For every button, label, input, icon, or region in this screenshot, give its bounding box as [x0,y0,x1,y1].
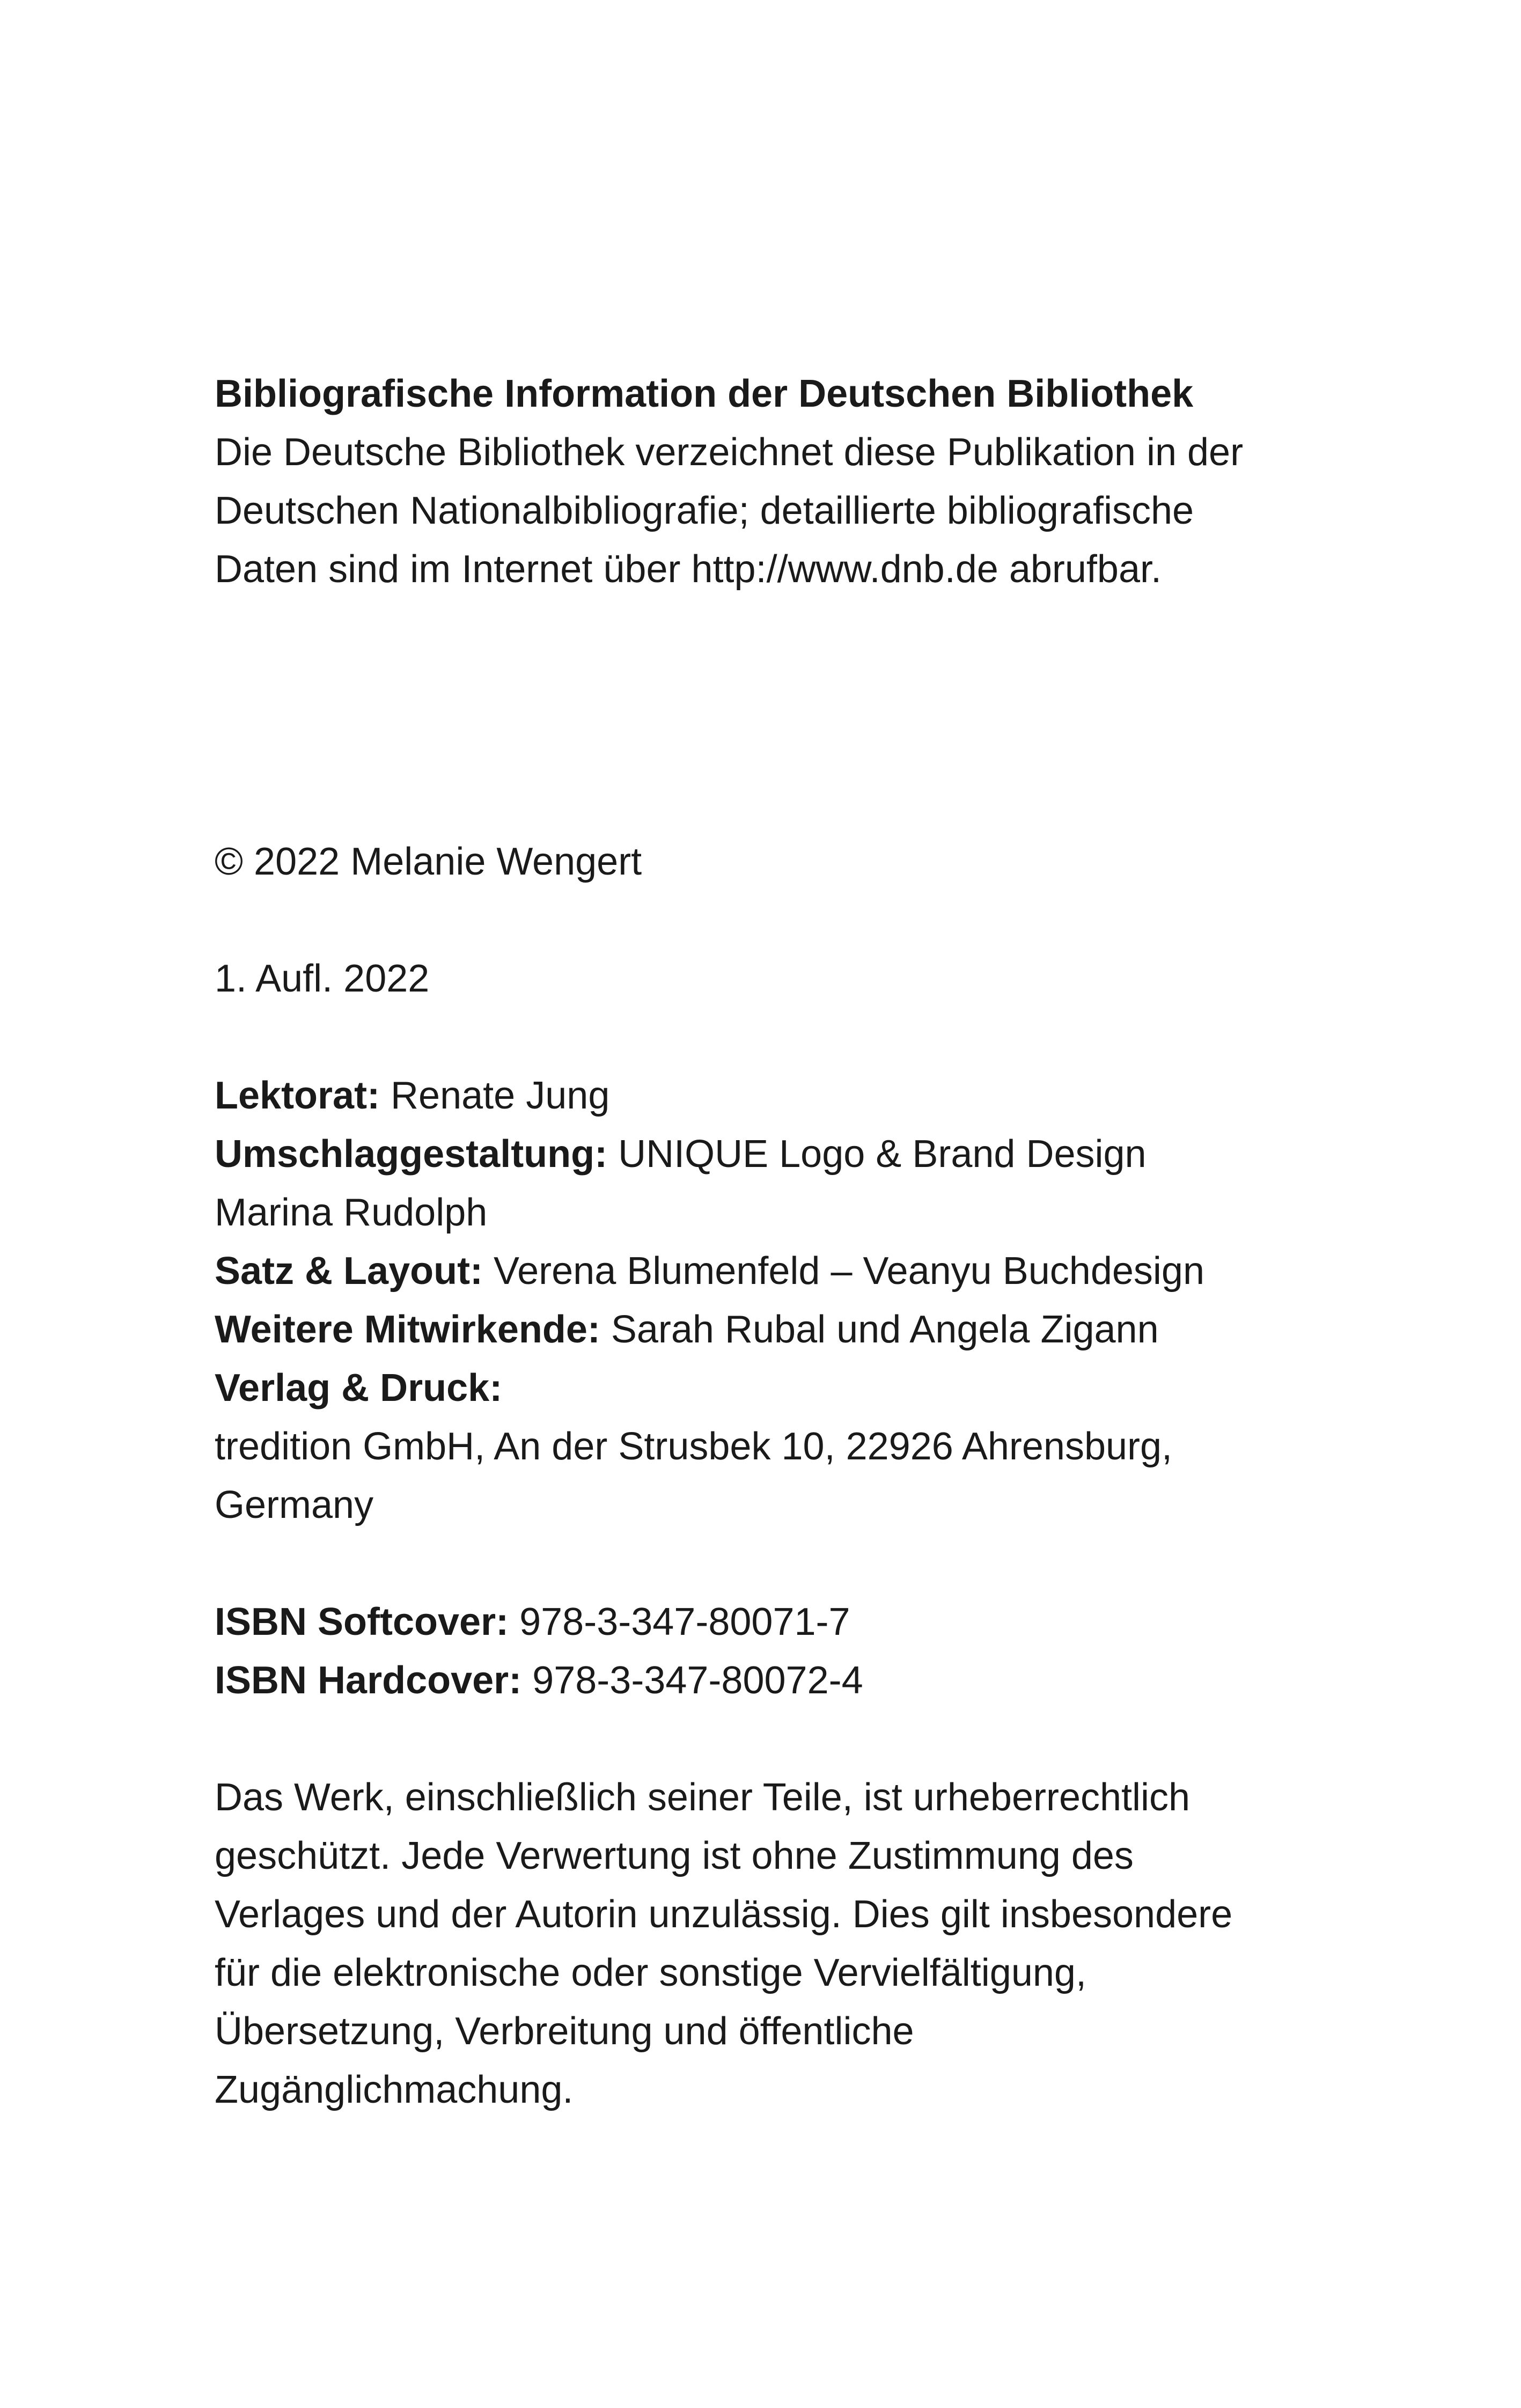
credit-label: Lektorat: [215,1074,380,1117]
legal-line: für die elektronische oder sonstige Vervielfältigung, [215,1951,1086,1994]
credit-weitere [215,1301,1341,1359]
spacer [215,1710,1341,1768]
spacer [215,891,1341,950]
legal-line: Verlages und der Autorin unzulässig. Dies gilt insbesondere [215,1893,1233,1936]
isbn-label: ISBN Softcover: [215,1601,509,1643]
legal-section [215,1768,1341,2119]
credit-verlag-label: Verlag & Druck: [215,1367,503,1409]
credit-value: Sarah Rubal und Angela Zigann [600,1308,1159,1351]
bibliographic-line: Die Deutsche Bibliothek verzeichnet diese Publikation in der [215,431,1244,474]
spacer [215,1535,1341,1593]
credit-label: Satz & Layout: [215,1250,483,1293]
legal-line: Übersetzung, Verbreitung und öffentliche [215,2010,914,2053]
bibliographic-section [215,365,1341,599]
isbn-section [215,1593,1341,1710]
isbn-softcover [215,1593,1341,1651]
credit-label: Umschlaggestaltung: [215,1133,608,1176]
credit-umschlag [215,1125,1341,1184]
spacer [215,599,1341,833]
credit-value: Renate Jung [380,1074,610,1117]
edition-notice: 1. Aufl. 2022 [215,957,430,1000]
credit-label: Weitere Mitwirkende: [215,1308,600,1351]
credit-satz [215,1242,1341,1301]
legal-line: geschützt. Jede Verwertung ist ohne Zustimmung des [215,1834,1134,1877]
isbn-value: 978-3-347-80071-7 [509,1601,850,1643]
credit-verlag-address: tredition GmbH, An der Strusbek 10, 22926 Ahrensburg, [215,1425,1173,1468]
copyright-notice: © 2022 Melanie Wengert [215,840,642,883]
credits-section [215,1067,1341,1535]
credit-verlag-address: Germany [215,1484,374,1526]
bibliographic-line: Daten sind im Internet über http://www.dnb.de abrufbar. [215,548,1162,591]
imprint-page [215,365,1341,2119]
bibliographic-heading: Bibliografische Information der Deutschen Bibliothek [215,372,1194,415]
legal-line: Zugänglichmachung. [215,2068,574,2111]
bibliographic-line: Deutschen Nationalbibliografie; detaillierte bibliografische [215,489,1194,532]
credit-lektorat [215,1067,1341,1125]
credit-value: Verena Blumenfeld – Veanyu Buchdesign [483,1250,1205,1293]
isbn-value: 978-3-347-80072-4 [521,1659,863,1702]
legal-line: Das Werk, einschließlich seiner Teile, ist urheberrechtlich [215,1776,1191,1819]
isbn-label: ISBN Hardcover: [215,1659,522,1702]
spacer [215,1008,1341,1067]
credit-value: UNIQUE Logo & Brand Design [607,1133,1147,1176]
credit-umschlag-continued: Marina Rudolph [215,1191,488,1234]
isbn-hardcover [215,1651,1341,1710]
